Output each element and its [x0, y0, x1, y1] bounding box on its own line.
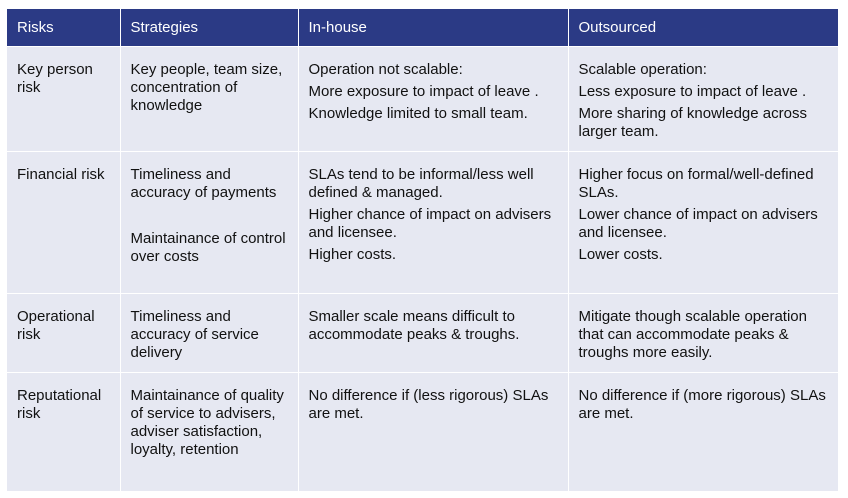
- risk-label: Financial risk: [17, 166, 105, 183]
- in-house-text: No difference if (less rigorous) SLAs are met.: [308, 387, 549, 422]
- in-house-text: Higher chance of impact on advisers and licensee.: [308, 206, 552, 241]
- in-house-cell: [298, 373, 568, 491]
- strategy-cell: [120, 47, 298, 152]
- in-house-cell: [298, 47, 568, 152]
- risk-cell: [7, 294, 120, 373]
- outsourced-text: Higher focus on formal/well-defined SLAs.: [578, 166, 814, 201]
- outsourced-cell: [568, 47, 838, 152]
- table-row-key-person: [7, 47, 838, 152]
- risk-cell: [7, 152, 120, 294]
- strategy-cell: [120, 152, 298, 294]
- in-house-text: Smaller scale means difficult to accommodate peaks & troughs.: [308, 308, 520, 343]
- strategy-text: Key people, team size, concentration of knowledge: [130, 61, 283, 114]
- table-row-operational: [7, 294, 838, 373]
- strategy-text: Timeliness and accuracy of service delivery: [130, 308, 259, 361]
- header-risks: Risks: [7, 9, 120, 47]
- in-house-cell: [298, 294, 568, 373]
- risk-label: Operational risk: [17, 308, 95, 343]
- in-house-text: SLAs tend to be informal/less well defined & managed.: [308, 166, 534, 201]
- header-outsourced: Outsourced: [568, 9, 838, 47]
- in-house-text: More exposure to impact of leave .: [308, 83, 539, 100]
- risk-cell: [7, 47, 120, 152]
- outsourced-cell: [568, 294, 838, 373]
- header-in-house: In-house: [298, 9, 568, 47]
- header-row: [7, 9, 838, 47]
- in-house-text: Higher costs.: [308, 246, 397, 263]
- strategy-cell: [120, 294, 298, 373]
- in-house-cell: [298, 152, 568, 294]
- header-strategies: Strategies: [120, 9, 298, 47]
- outsourced-text: Mitigate though scalable operation that can accommodate peaks & troughs more easily.: [578, 308, 807, 361]
- strategy-text: Maintainance of control over costs: [130, 230, 286, 265]
- risk-comparison-table: [7, 9, 838, 491]
- strategy-text: Timeliness and accuracy of payments: [130, 166, 277, 201]
- strategy-text: Maintainance of quality of service to advisers, adviser satisfaction, loyalty, retention: [130, 387, 284, 458]
- outsourced-text: No difference if (more rigorous) SLAs are met.: [578, 387, 826, 422]
- strategy-cell: [120, 373, 298, 491]
- risk-cell: [7, 373, 120, 491]
- risk-label: Key person risk: [17, 61, 93, 96]
- outsourced-text: Scalable operation:: [578, 61, 707, 78]
- outsourced-text: Lower chance of impact on advisers and licensee.: [578, 206, 818, 241]
- table-row-reputational: [7, 373, 838, 491]
- in-house-text: Operation not scalable:: [308, 61, 463, 78]
- outsourced-text: Lower costs.: [578, 246, 663, 263]
- outsourced-cell: [568, 152, 838, 294]
- in-house-text: Knowledge limited to small team.: [308, 105, 528, 122]
- outsourced-cell: [568, 373, 838, 491]
- outsourced-text: Less exposure to impact of leave .: [578, 83, 807, 100]
- risk-label: Reputational risk: [17, 387, 102, 422]
- table-row-financial: [7, 152, 838, 294]
- outsourced-text: More sharing of knowledge across larger team.: [578, 105, 807, 140]
